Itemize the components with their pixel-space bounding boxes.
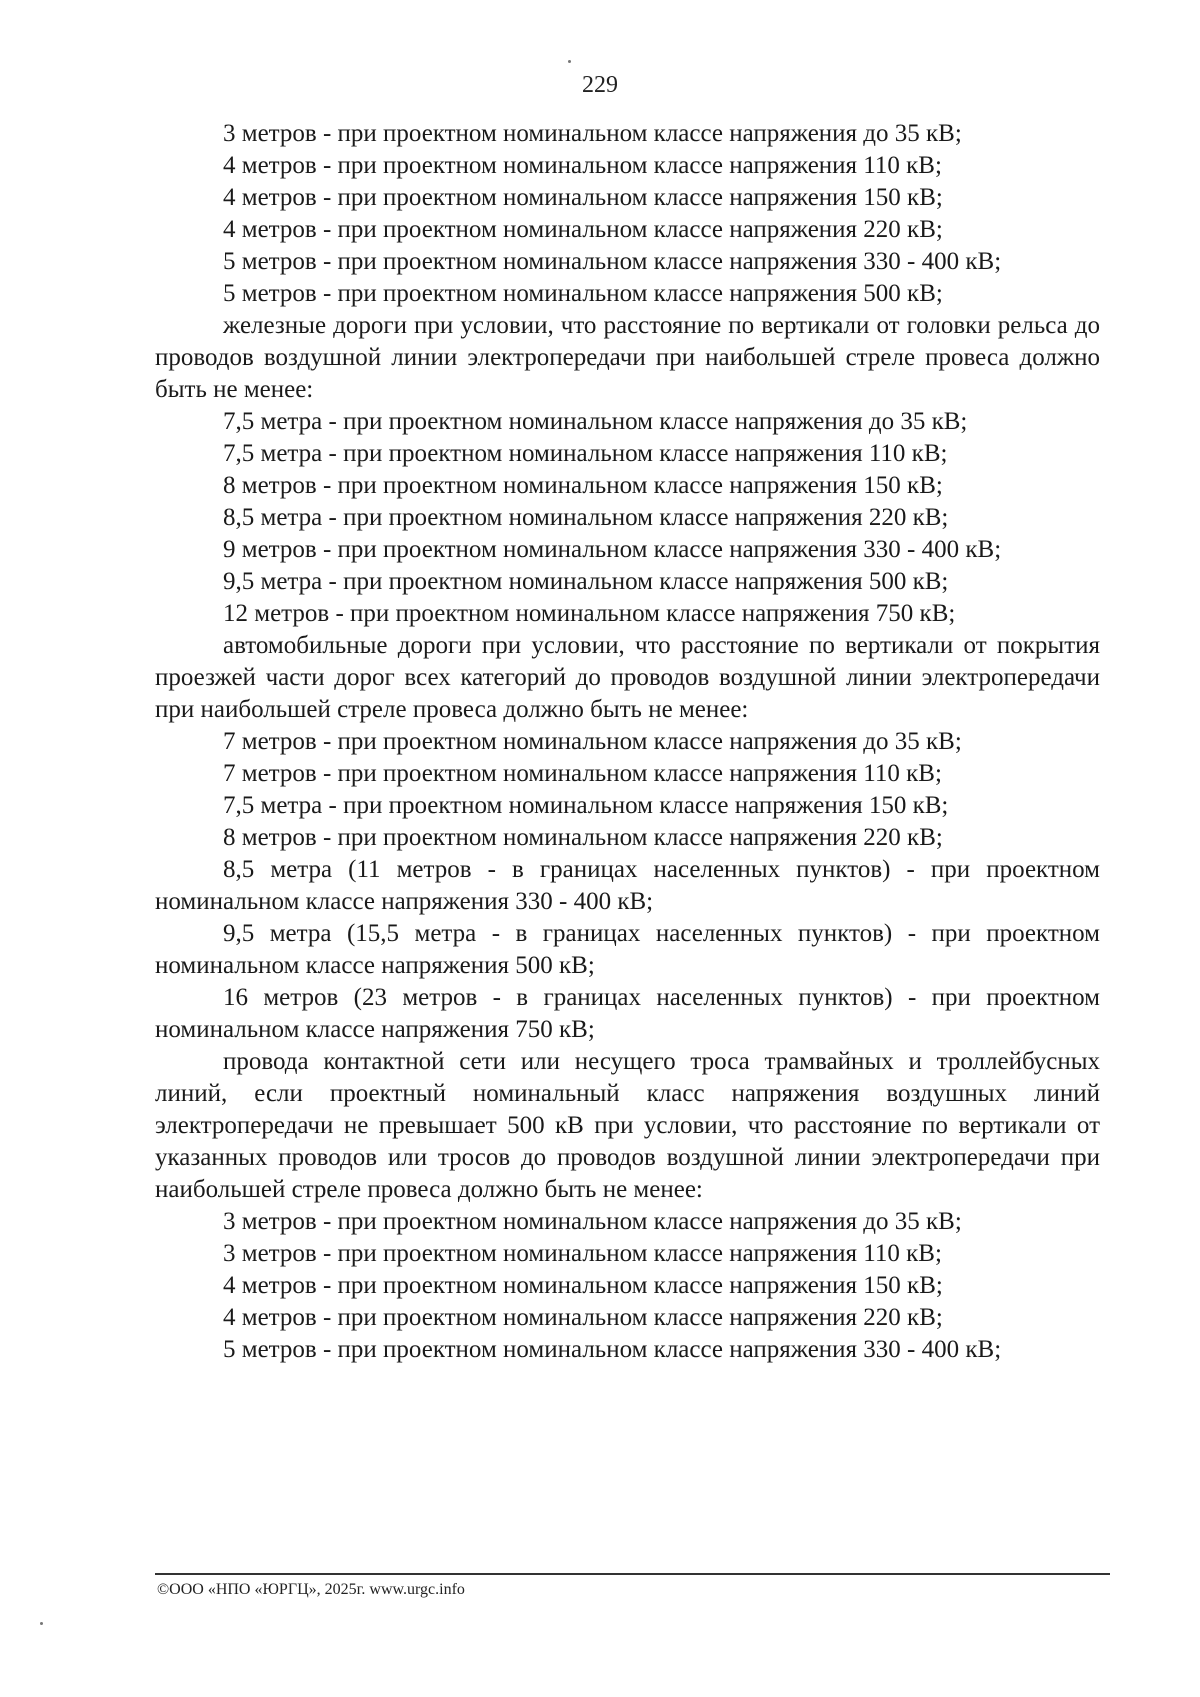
- list-item: 12 метров - при проектном номинальном классе напряжения 750 кВ;: [223, 600, 956, 627]
- list-item: 4 метров - при проектном номинальном классе напряжения 150 кВ;: [223, 1272, 943, 1299]
- list-item: 9,5 метра (15,5 метра - в границах населенных пунктов) - при проектном номинальном классе напряжения 500 кВ;: [155, 920, 1100, 979]
- footer-divider: [155, 1573, 1110, 1575]
- footer-copyright: ©ООО «НПО «ЮРГЦ», 2025г. www.urgc.info: [157, 1581, 465, 1598]
- paragraph: автомобильные дороги при условии, что расстояние по вертикали от покрытия проезжей части дорог всех категорий до проводов воздушной линии электропередачи при наибольшей стреле провеса должно быть не менее:: [155, 632, 1100, 723]
- list-item: 7 метров - при проектном номинальном классе напряжения 110 кВ;: [223, 760, 942, 787]
- list-item: 4 метров - при проектном номинальном классе напряжения 220 кВ;: [223, 216, 943, 243]
- list-item: 8,5 метра (11 метров - в границах населенных пунктов) - при проектном номинальном классе напряжения 330 - 400 кВ;: [155, 856, 1100, 915]
- list-item: 3 метров - при проектном номинальном классе напряжения 110 кВ;: [223, 1240, 942, 1267]
- paragraph: провода контактной сети или несущего троса трамвайных и троллейбусных линий, если проектный номинальный класс напряжения воздушных линий электропередачи не превышает 500 кВ при условии, что расстояние по вертикали от указанных проводов или тросов до проводов воздушной линии электропередачи при наибольшей стреле провеса должно быть не менее:: [155, 1048, 1100, 1203]
- list-item: 16 метров (23 метров - в границах населенных пунктов) - при проектном номинальном классе напряжения 750 кВ;: [155, 984, 1100, 1043]
- list-item: 5 метров - при проектном номинальном классе напряжения 500 кВ;: [223, 280, 943, 307]
- list-item: 5 метров - при проектном номинальном классе напряжения 330 - 400 кВ;: [223, 248, 1002, 275]
- list-item: 7 метров - при проектном номинальном классе напряжения до 35 кВ;: [223, 728, 962, 755]
- list-item: 8 метров - при проектном номинальном классе напряжения 220 кВ;: [223, 824, 943, 851]
- page-number: 229: [582, 72, 618, 98]
- list-item: 8,5 метра - при проектном номинальном классе напряжения 220 кВ;: [223, 504, 949, 531]
- list-item: 7,5 метра - при проектном номинальном классе напряжения до 35 кВ;: [223, 408, 968, 435]
- list-item: 3 метров - при проектном номинальном классе напряжения до 35 кВ;: [223, 120, 962, 147]
- list-item: 9,5 метра - при проектном номинальном классе напряжения 500 кВ;: [223, 568, 949, 595]
- list-item: 8 метров - при проектном номинальном классе напряжения 150 кВ;: [223, 472, 943, 499]
- document-body: [155, 118, 1100, 1366]
- list-item: 4 метров - при проектном номинальном классе напряжения 220 кВ;: [223, 1304, 943, 1331]
- paragraph: железные дороги при условии, что расстояние по вертикали от головки рельса до проводов воздушной линии электропередачи при наибольшей стреле провеса должно быть не менее:: [155, 312, 1100, 403]
- list-item: 4 метров - при проектном номинальном классе напряжения 110 кВ;: [223, 152, 942, 179]
- list-item: 4 метров - при проектном номинальном классе напряжения 150 кВ;: [223, 184, 943, 211]
- list-item: 9 метров - при проектном номинальном классе напряжения 330 - 400 кВ;: [223, 536, 1002, 563]
- list-item: 3 метров - при проектном номинальном классе напряжения до 35 кВ;: [223, 1208, 962, 1235]
- scan-speck: [568, 60, 571, 63]
- list-item: 7,5 метра - при проектном номинальном классе напряжения 110 кВ;: [223, 440, 948, 467]
- list-item: 5 метров - при проектном номинальном классе напряжения 330 - 400 кВ;: [223, 1336, 1002, 1363]
- scan-speck: [40, 1622, 43, 1625]
- list-item: 7,5 метра - при проектном номинальном классе напряжения 150 кВ;: [223, 792, 949, 819]
